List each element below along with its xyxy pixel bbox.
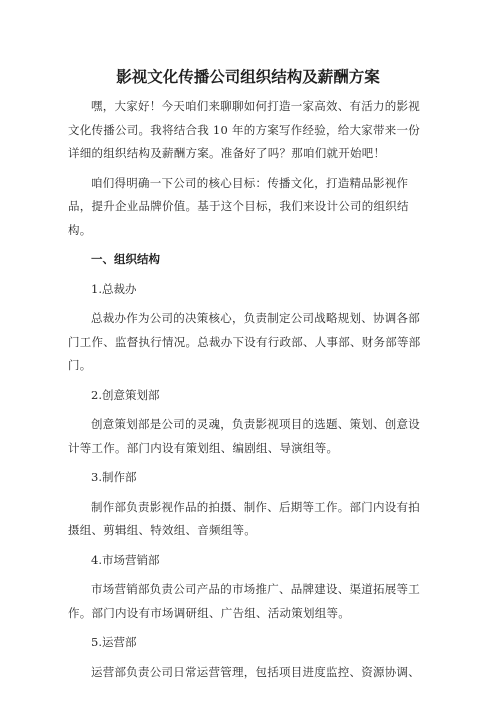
department-title-1: 1.总裁办 [91, 281, 137, 296]
intro-paragraph-1: 嘿，大家好！今天咱们来聊聊如何打造一家高效、有活力的影视文化传播公司。我将结合我 10 年的方案写作经验，给大家带来一份详细的组织结构及薪酬方案。准备好了吗？那咱们就开始吧！ [68, 99, 420, 160]
document-title: 影视文化传播公司组织结构及薪酬方案 [116, 68, 380, 86]
department-text-5: 运营部负责公司日常运营管理，包括项目进度监控、资源协调、 [91, 664, 420, 679]
document-body [68, 95, 430, 690]
department-text-1: 总裁办作为公司的决策核心，负责制定公司战略规划、协调各部门工作、监督执行情况。总裁办下设有行政部、人事部、财务部等部门。 [68, 311, 421, 372]
department-title-4: 4.市场营销部 [91, 552, 160, 567]
section-heading-organization: 一、组织结构 [91, 252, 160, 266]
department-text-2: 创意策划部是公司的灵魂，负责影视项目的选题、策划、创意设计等工作。部门内设有策划组、编剧组、导演组等。 [68, 417, 420, 455]
department-text-4: 市场营销部负责公司产品的市场推广、品牌建设、渠道拓展等工作。部门内设有市场调研组、广告组、活动策划组等。 [68, 582, 420, 620]
intro-paragraph-2: 咱们得明确一下公司的核心目标：传播文化，打造精品影视作品，提升企业品牌价值。基于这个目标，我们来设计公司的组织结构。 [68, 175, 409, 237]
department-text-3: 制作部负责影视作品的拍摄、制作、后期等工作。部门内设有拍摄组、剪辑组、特效组、音频组等。 [68, 499, 420, 537]
department-title-5: 5.运营部 [91, 635, 137, 649]
department-title-2: 2.创意策划部 [91, 387, 160, 402]
department-title-3: 3.制作部 [91, 470, 137, 484]
